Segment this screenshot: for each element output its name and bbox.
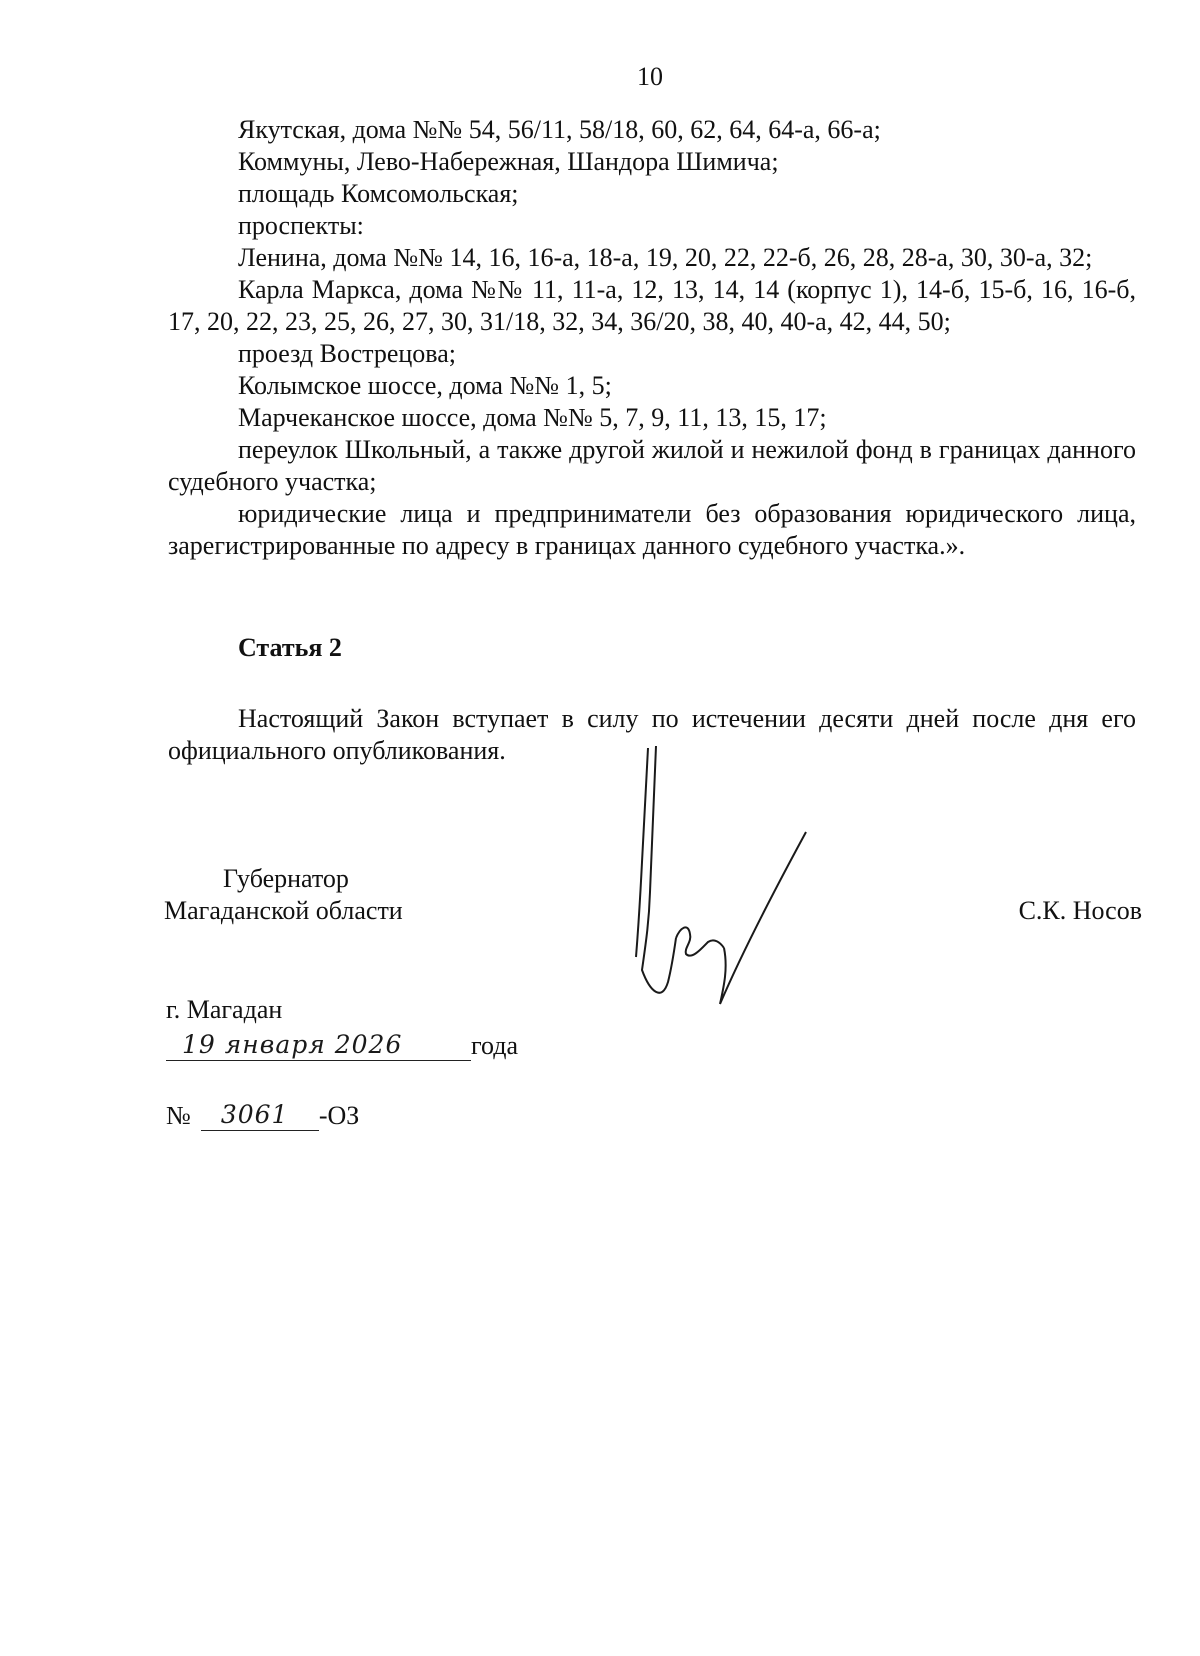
signatory-title: Губернатор bbox=[223, 864, 349, 893]
city-name: г. Магадан bbox=[166, 995, 283, 1024]
address-line: Карла Маркса, дома №№ 11, 11-а, 12, 13, 14, 14 (корпус 1), 14-б, 15-б, 16, 16-б, 17, 20, 22, 23, 25, 26, 27, 30, 31/18, 32, 34, 36/20, 38, 40, 40-а, 42, 44, 50; bbox=[168, 275, 1136, 336]
address-line: Ленина, дома №№ 14, 16, 16-а, 18-а, 19, 20, 22, 22-б, 26, 28, 28-а, 30, 30-а, 32; bbox=[238, 243, 1093, 272]
handwritten-date: 19 января 2026 bbox=[182, 1030, 403, 1059]
address-line: переулок Школьный, а также другой жилой и нежилой фонд в границах данного судебного участка; bbox=[168, 435, 1136, 496]
date-field bbox=[166, 1026, 471, 1061]
address-line: Коммуны, Лево-Набережная, Шандора Шимича; bbox=[238, 147, 779, 176]
address-line: Якутская, дома №№ 54, 56/11, 58/18, 60, 62, 64, 64-а, 66-а; bbox=[238, 115, 881, 144]
address-list bbox=[168, 114, 1136, 562]
number-prefix: № bbox=[166, 1101, 191, 1130]
page-number: 10 bbox=[637, 62, 663, 91]
address-line: проспекты: bbox=[238, 211, 364, 240]
number-suffix: -ОЗ bbox=[318, 1101, 360, 1130]
date-line bbox=[166, 1026, 518, 1061]
signatory-region: Магаданской области bbox=[164, 896, 403, 925]
signatory-name: С.К. Носов bbox=[1018, 896, 1142, 925]
number-field bbox=[201, 1096, 319, 1131]
address-line: юридические лица и предприниматели без образования юридического лица, зарегистрированные по адресу в границах данного судебного участка.». bbox=[168, 499, 1136, 560]
date-suffix: года bbox=[471, 1031, 519, 1060]
address-line: Марчеканское шоссе, дома №№ 5, 7, 9, 11, 13, 15, 17; bbox=[238, 403, 827, 432]
address-line: Колымское шоссе, дома №№ 1, 5; bbox=[238, 371, 612, 400]
article-text: Настоящий Закон вступает в силу по истечении десяти дней после дня его официального опубликования. bbox=[168, 704, 1136, 765]
article-heading: Статья 2 bbox=[238, 633, 342, 662]
handwritten-number: 3061 bbox=[220, 1100, 289, 1129]
address-line: проезд Вострецова; bbox=[238, 339, 456, 368]
law-number-line bbox=[166, 1096, 359, 1131]
handwritten-signature bbox=[628, 742, 848, 1012]
address-line: площадь Комсомольская; bbox=[238, 179, 519, 208]
